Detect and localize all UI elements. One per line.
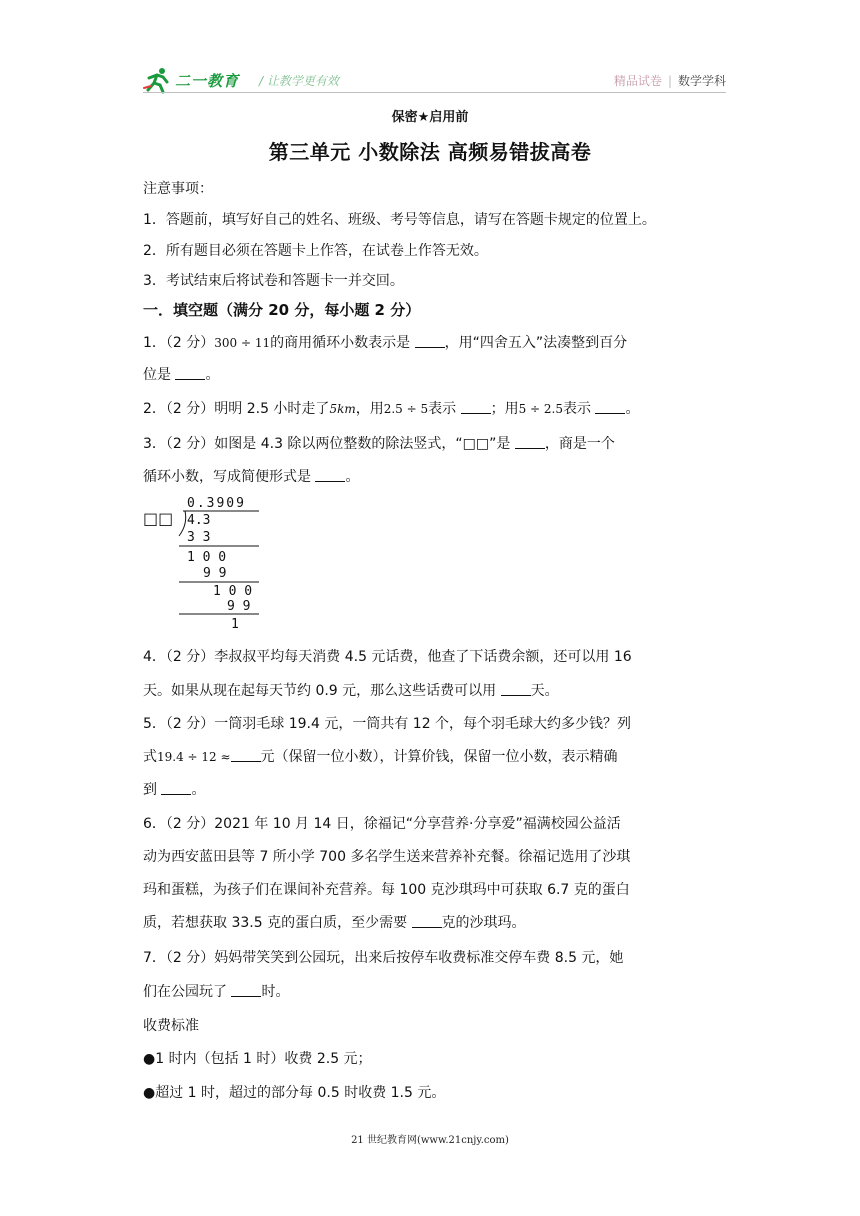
q2-text: 2．（2 分）明明 2.5 小时走了 [143,401,330,417]
q3-text: 。 [345,469,360,485]
question-4-cont [143,680,559,700]
header-right [614,72,726,89]
q2-text: 。 [625,401,640,417]
q6-text: 质，若想获取 33.5 克的蛋白质，至少需要 [143,915,412,931]
answer-blank[interactable] [315,468,345,482]
running-man-logo-icon [143,66,173,94]
q1-text: 。 [205,367,220,383]
question-6-cont: 动为西安蓝田县等 7 所小学 700 多名学生送来营养补充餐。徐福记选用了沙琪 [143,849,631,865]
q5-text: 。 [191,782,206,798]
q5-text: 式 [143,749,157,765]
logo-text: 二一教育 [175,71,240,90]
logo-slogan: / 让教学更有效 [259,74,339,88]
q7-text: 时。 [261,984,290,1000]
q7-text: 们在公园玩了 [143,984,232,1000]
logo [143,66,239,94]
q2-text: 表示 [563,401,596,417]
question-7-cont [143,981,289,1001]
fee-rule: ●超过 1 时，超过的部分每 0.5 时收费 1.5 元。 [143,1085,446,1101]
q2-math: 2.5 ÷ 5 [383,402,429,416]
header-separator: | [667,74,672,88]
division-step: 1 0 0 [213,584,253,599]
q1-text: ，用“四舍五入”法凑整到百分 [444,335,628,351]
division-step: 3 3 [187,530,211,545]
page-header [143,64,726,98]
question-6-cont [143,912,526,932]
answer-blank[interactable] [412,914,442,928]
note-item: 2．所有题目必须在答题卡上作答，在试卷上作答无效。 [143,243,488,259]
q5-text: 到 [143,782,162,798]
division-divisor: □□ [143,509,174,528]
question-3-cont [143,466,359,486]
long-division-svg [143,494,273,634]
question-6: 6．（2 分）2021 年 10 月 14 日，徐福记“分享营养·分享爱”福满校园公益活 [143,816,621,832]
division-step: 1 [231,617,239,632]
note-item: 1．答题前，填写好自己的姓名、班级、考号等信息，请写在答题卡规定的位置上。 [143,212,656,228]
q3-text: 3．（2 分）如图是 4.3 除以两位整数的除法竖式，“□□”是 [143,436,515,452]
q6-text: 克的沙琪玛。 [441,915,526,931]
answer-blank[interactable] [595,400,625,414]
question-1 [143,332,627,352]
answer-blank[interactable] [161,781,191,795]
question-5-cont [143,746,618,766]
answer-blank[interactable] [461,400,491,414]
q2-math: 5km [329,402,356,416]
q2-text: ，用 [355,401,384,417]
fee-rule: ●1 时内（包括 1 时）收费 2.5 元； [143,1051,372,1067]
page-title: 第三单元 小数除法 高频易错拔高卷 [268,140,592,164]
division-step: 9 9 [227,599,251,614]
question-4: 4．（2 分）李叔叔平均每天消费 4.5 元话费，他查了下话费余额，还可以用 16 [143,649,632,665]
q1-math: 300 ÷ 11 [214,336,271,350]
q1-text: 1．（2 分） [143,335,215,351]
header-subject: 数学学科 [677,74,726,88]
q1-text: 的商用循环小数表示是 [270,335,415,351]
question-6-cont: 玛和蛋糕，为孩子们在课间补充营养。每 100 克沙琪玛中可获取 6.7 克的蛋白 [143,882,630,898]
answer-blank[interactable] [231,983,261,997]
division-dividend: 4.3 [187,513,211,528]
question-1-cont [143,364,219,384]
section-heading: 一．填空题（满分 20 分，每小题 2 分） [143,301,421,319]
note-item: 3．考试结束后将试卷和答题卡一并交回。 [143,273,404,289]
fee-heading: 收费标准 [143,1018,199,1034]
question-5: 5．（2 分）一筒羽毛球 19.4 元，一筒共有 12 个，每个羽毛球大约多少钱？列 [143,716,632,732]
answer-blank[interactable] [175,366,205,380]
question-7: 7．（2 分）妈妈带笑笑到公园玩，出来后按停车收费标准交停车费 8.5 元，她 [143,950,624,966]
page-footer: 21 世纪教育网(www.21cnjy.com) [351,1135,509,1146]
q2-text: ；用 [490,401,519,417]
division-step: 1 0 0 [187,550,227,565]
question-5-cont [143,779,205,799]
answer-blank[interactable] [415,334,445,348]
header-label: 精品试卷 [613,74,662,88]
q2-math: 5 ÷ 2.5 [518,402,563,416]
q5-math: 19.4 ÷ 12 ≈ [157,750,231,764]
division-quotient: 0.3909 [187,496,246,511]
q5-text: 元（保留一位小数），计算价钱，保留一位小数，表示精确 [260,749,618,765]
answer-blank[interactable] [231,748,261,762]
q1-text: 位是 [143,367,176,383]
notes-heading: 注意事项： [143,181,213,197]
q4-text: 天。 [530,683,559,699]
division-bracket [179,511,186,536]
division-step: 9 9 [203,566,227,581]
q2-text: 表示 [428,401,461,417]
long-division-figure [143,494,273,634]
question-2 [143,398,639,418]
answer-blank[interactable] [501,682,531,696]
q3-text: 循环小数，写成简便形式是 [143,469,316,485]
header-divider [143,92,726,93]
q4-text: 天。如果从现在起每天节约 0.9 元，那么这些话费可以用 [143,683,501,699]
secret-label: 保密★启用前 [391,110,469,125]
q3-text: ，商是一个 [544,436,615,452]
answer-blank[interactable] [515,435,545,449]
question-3 [143,433,615,453]
